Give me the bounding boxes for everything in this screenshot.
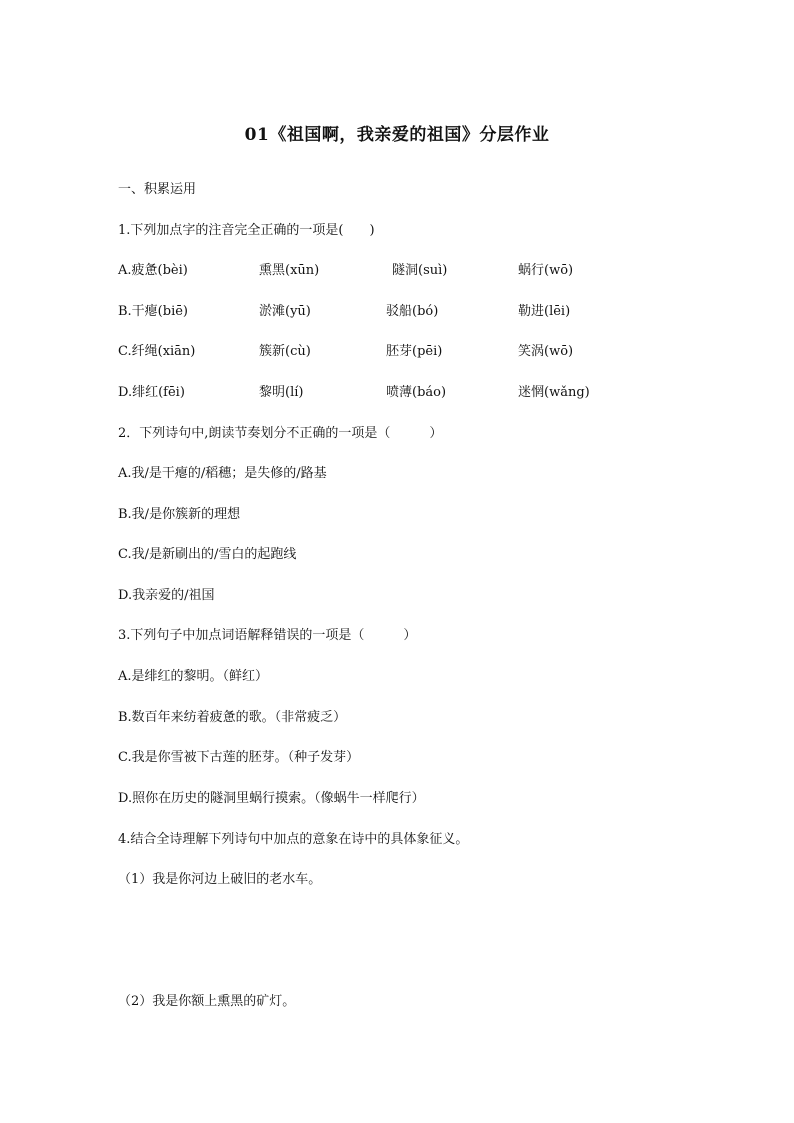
option-cell: B.干瘪(biē) [118,304,189,319]
question-4-item-2: （2）我是你额上熏黑的矿灯。 [118,994,296,1009]
option-cell: 熏黑(xūn) [259,263,320,278]
option-cell: A.疲惫(bèi) [118,263,188,278]
option-cell: 笑涡(wō) [518,344,574,359]
option-cell: 隧洞(suì) [392,263,448,278]
option-cell: 驳船(bó) [386,304,439,319]
question-4-stem: 4.结合全诗理解下列诗句中加点的意象在诗中的具体象征义。 [118,832,469,847]
option-cell: 淤滩(yū) [259,304,311,319]
question-2-stem: 2．下列诗句中,朗读节奏划分不正确的一项是（ ） [118,426,443,441]
option-cell: 勒进(lēi) [518,304,571,319]
question-3-stem: 3.下列句子中加点词语解释错误的一项是（ ） [118,628,417,643]
question-1-option-row [118,259,718,277]
question-1-stem: 1.下列加点字的注音完全正确的一项是( ) [118,223,375,238]
question-2-option-a: A.我/是干瘪的/稻穗；是失修的/路基 [118,466,327,481]
option-cell: D.绯红(fēi) [118,385,185,400]
option-cell: 喷薄(báo) [386,385,447,400]
option-cell: 迷惘(wǎng) [518,385,590,400]
question-3-option-b: B.数百年来纺着疲惫的歌。（非常疲乏） [118,710,347,725]
option-cell: 胚芽(pēi) [386,344,443,359]
question-2-option-c: C.我/是新刷出的/雪白的起跑线 [118,547,297,562]
question-1-option-row [118,381,718,399]
option-cell: 黎明(lí) [259,385,304,400]
option-cell: 簇新(cù) [259,344,311,359]
document-title: 01《祖国啊，我亲爱的祖国》分层作业 [244,125,550,145]
question-3-option-d: D.照你在历史的隧洞里蜗行摸索。（像蜗牛一样爬行） [118,791,425,806]
question-4-item-1: （1）我是你河边上破旧的老水车。 [118,872,322,887]
question-3-option-c: C.我是你雪被下古莲的胚芽。（种子发芽） [118,750,360,765]
question-2-option-b: B.我/是你簇新的理想 [118,507,241,522]
question-1-option-row [118,340,718,358]
section-heading: 一、积累运用 [118,182,197,197]
question-3-option-a: A.是绯红的黎明。（鲜红） [118,669,269,684]
option-cell: C.纤绳(xiān) [118,344,196,359]
question-1-option-row [118,300,718,318]
question-2-option-d: D.我亲爱的/祖国 [118,588,215,603]
option-cell: 蜗行(wō) [518,263,574,278]
